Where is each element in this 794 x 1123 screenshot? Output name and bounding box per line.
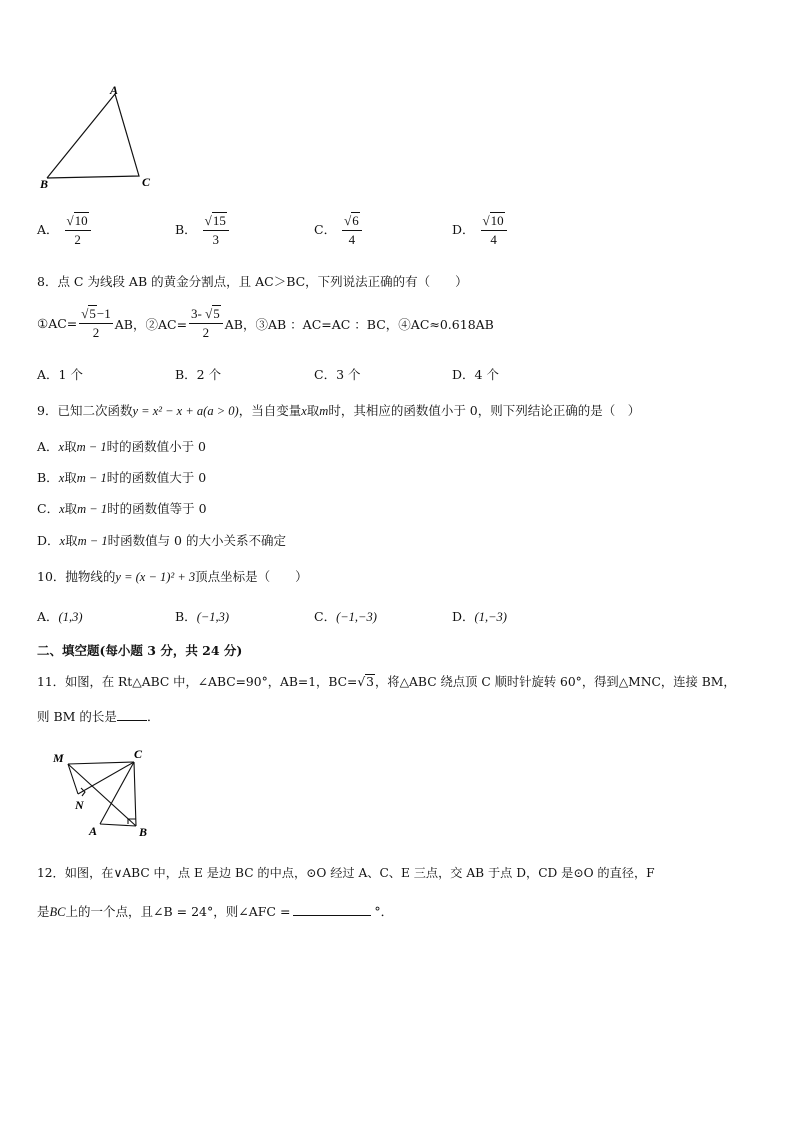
q10-option-c[interactable] — [314, 607, 377, 625]
q10-stem-a: 10．抛物线的 — [37, 569, 116, 584]
fraction: $\frac{√15}{3}$ — [203, 213, 229, 248]
q7-option-c[interactable] — [314, 213, 364, 248]
option-letter: B． — [37, 470, 59, 485]
option-value: (−1,3) — [196, 610, 230, 624]
option-tail: 时的函数值大于 0 — [106, 470, 207, 485]
var-x: x — [59, 534, 66, 548]
q8-option-a[interactable]: A．1 个 — [37, 367, 83, 382]
q9-stem-b: ，当自变量 — [238, 403, 302, 418]
fraction: $\frac{√10}{2}$ — [65, 213, 91, 248]
q8-s2-suffix: AB，③AB ：AC=AC ：BC，④AC≈0.618AB — [224, 316, 494, 332]
q8-s1-fraction: $\frac{√5-1}{2}$ — [81, 306, 111, 340]
option-letter: B． — [175, 609, 197, 624]
q11-answer-blank[interactable] — [117, 720, 147, 721]
option-letter: C． — [37, 501, 60, 516]
q9-option-a[interactable] — [37, 437, 206, 455]
denominator: 4 — [348, 232, 356, 247]
q8-s1-prefix: ①AC= — [37, 316, 78, 331]
q12-line1: 12．如图，在∨ABC 中，点 E 是边 BC 的中点，⊙O 经过 A、C、E 三点，交 AB 于点 D，CD 是⊙O 的直径，F — [37, 866, 655, 880]
q8-s2-fraction: $\frac{3- √5}{2}$ — [189, 306, 223, 341]
q10-stem-b: 顶点坐标是（ ） — [195, 569, 308, 584]
q9-var-m: m — [319, 404, 329, 418]
option-expr: m − 1 — [77, 534, 108, 548]
q11-sqrt3: √3 — [357, 675, 374, 689]
q9-formula: y = x² − x + a(a > 0) — [132, 404, 239, 418]
denominator: 4 — [490, 232, 497, 247]
radicand: 10 — [74, 213, 88, 228]
q7-option-d[interactable] — [452, 213, 509, 248]
q9-var-x: x — [301, 404, 307, 418]
option-value: (1,3) — [58, 610, 83, 624]
fraction: $\frac{√6}{4}$ — [342, 213, 362, 248]
q9-stem — [37, 401, 640, 419]
option-letter: D． — [452, 609, 475, 624]
option-value: (−1,−3) — [336, 610, 377, 624]
option-letter: A． — [37, 222, 59, 237]
var-x: x — [58, 471, 65, 485]
q8-statements — [37, 306, 494, 341]
q11-line1 — [37, 672, 736, 690]
option-value: (1,−3) — [474, 610, 507, 624]
label-c: C — [134, 747, 143, 761]
q12-line2 — [37, 902, 393, 920]
option-letter: D． — [452, 222, 475, 237]
q9-option-c[interactable] — [37, 499, 207, 517]
option-letter: C． — [314, 222, 337, 237]
radicand: 6 — [352, 213, 359, 228]
option-expr: m − 1 — [76, 440, 107, 454]
q10-stem — [37, 567, 308, 585]
q9-stem-a: 9．已知二次函数 — [37, 403, 133, 418]
section-heading-fill-in: 二、填空题(每小题 3 分，共 24 分) — [37, 643, 243, 658]
label-b: B — [139, 825, 148, 838]
q8-s1-radicand: 5 — [89, 306, 96, 321]
label-a: A — [89, 824, 98, 838]
fraction: $\frac{√10}{4}$ — [481, 213, 507, 248]
label-n: N — [75, 798, 84, 812]
q10-option-b[interactable] — [175, 607, 229, 625]
rotation-figure-q11 — [48, 742, 158, 838]
q8-s2-num-head: 3- — [191, 306, 202, 321]
option-tail: 时函数值与 0 的大小关系不确定 — [107, 533, 286, 548]
denominator: 3 — [212, 232, 219, 247]
q7-option-b[interactable] — [175, 213, 231, 248]
q10-formula: y = (x − 1)² + 3 — [115, 570, 196, 584]
q12-line2-b: 上的一个点，且∠B = 24°，则∠AFC = — [65, 904, 291, 919]
q10-option-d[interactable] — [452, 607, 507, 625]
option-expr: m − 1 — [77, 502, 108, 516]
option-tail: 时的函数值等于 0 — [107, 501, 207, 516]
q11-line2 — [37, 707, 159, 725]
q8-option-b[interactable]: B．2 个 — [175, 367, 222, 382]
option-tail: 时的函数值小于 0 — [106, 439, 207, 454]
option-mid: 取 — [64, 501, 78, 516]
q8-stem: 8．点 C 为线段 AB 的黄金分割点，且 AC＞BC，下列说法正确的有（ ） — [37, 274, 468, 289]
option-letter: A． — [37, 439, 59, 454]
var-x: x — [58, 440, 65, 454]
option-letter: D． — [37, 533, 60, 548]
radicand: 15 — [212, 213, 226, 228]
q8-s2-den: 2 — [202, 325, 210, 340]
option-letter: C． — [314, 609, 337, 624]
q8-s1-suffix: AB，②AC= — [114, 316, 188, 332]
q12-line2-c: °． — [374, 904, 394, 919]
triangle-abc-outline — [47, 94, 139, 178]
option-letter: B． — [175, 222, 197, 237]
var-x: x — [59, 502, 65, 516]
q9-option-b[interactable] — [37, 468, 206, 486]
q9-option-d[interactable] — [37, 531, 286, 549]
q8-s1-den: 2 — [92, 325, 100, 340]
label-a: A — [110, 83, 119, 97]
q12-arc-bc: BC — [49, 905, 66, 919]
q8-option-c[interactable]: C．3 个 — [314, 367, 361, 382]
q11-line2-b: ． — [146, 709, 160, 724]
triangle-figure-q7 — [36, 82, 166, 192]
q9-stem-d: 时，其相应的函数值小于 0，则下列结论正确的是（ ） — [328, 403, 641, 418]
q9-stem-c: 取 — [306, 403, 320, 418]
q8-s1-num-tail: −1 — [96, 306, 111, 321]
denominator: 2 — [74, 232, 81, 247]
q10-option-a[interactable] — [37, 607, 82, 625]
label-m: M — [53, 751, 64, 765]
option-mid: 取 — [64, 439, 77, 454]
q8-option-d[interactable]: D．4 个 — [452, 367, 499, 382]
q11-sqrt3-radicand: 3 — [366, 675, 374, 689]
q7-option-a[interactable] — [37, 213, 93, 248]
option-letter: A． — [37, 609, 59, 624]
option-mid: 取 — [65, 533, 78, 548]
q12-line2-a: 是 — [37, 904, 50, 919]
label-c: C — [142, 175, 151, 189]
q11-line1-b: ，将△ABC 绕点顶 C 顺时针旋转 60°，得到△MNC，连接 BM， — [375, 675, 736, 689]
q11-line1-a: 11．如图，在 Rt△ABC 中，∠ABC=90°，AB=1，BC= — [37, 675, 358, 689]
label-b: B — [40, 177, 49, 191]
q11-line2-a: 则 BM 的长是 — [37, 709, 117, 724]
radicand: 10 — [490, 213, 504, 228]
q8-s2-radicand: 5 — [213, 306, 220, 321]
option-mid: 取 — [64, 470, 77, 485]
option-expr: m − 1 — [76, 471, 107, 485]
q12-answer-blank[interactable] — [293, 915, 371, 916]
